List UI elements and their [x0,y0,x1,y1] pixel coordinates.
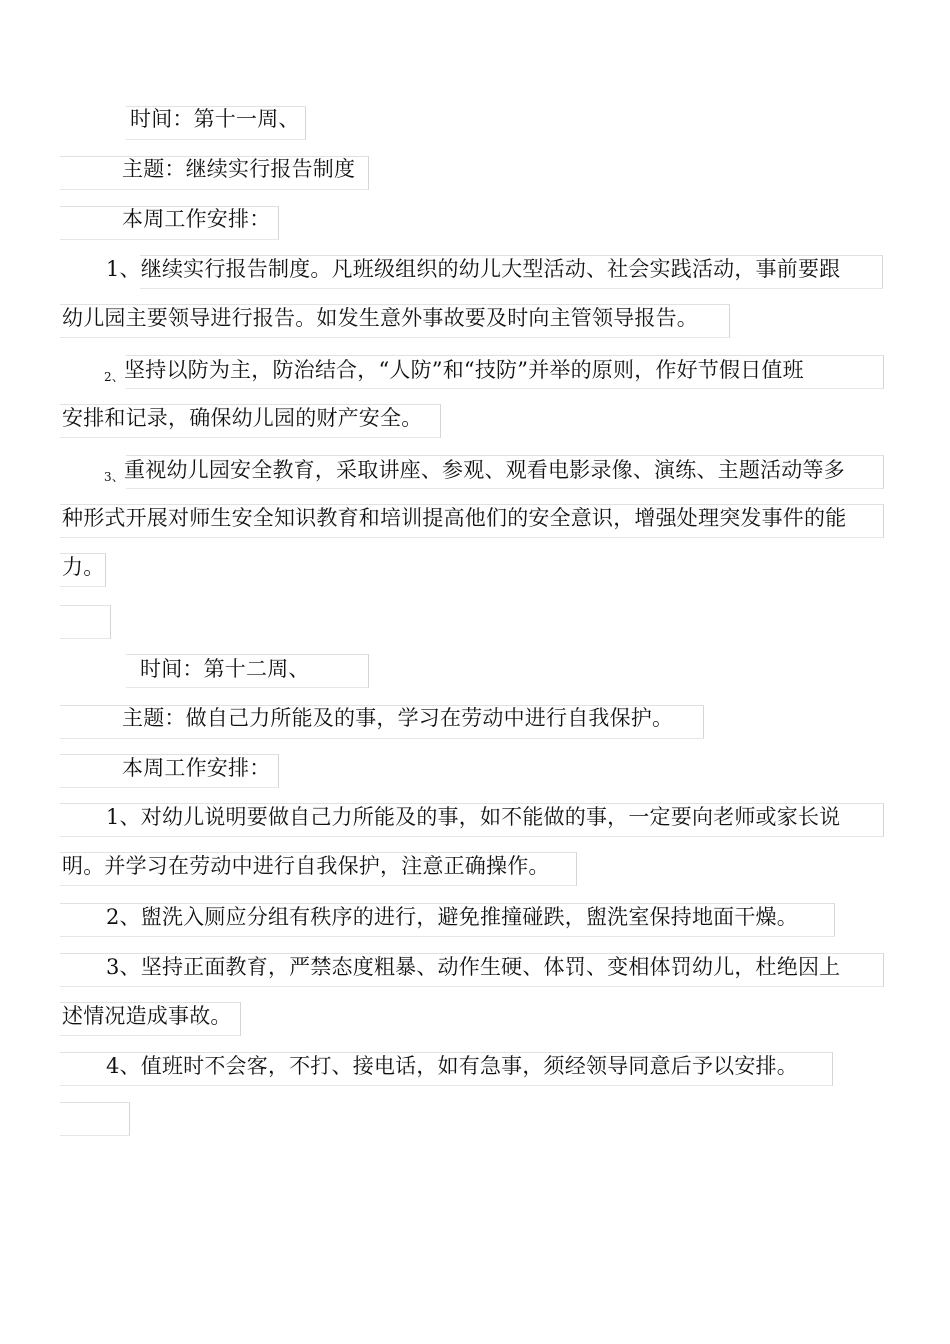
week11-item3-line3: 力。 [62,555,105,579]
week11-item2-line2: 安排和记录，确保幼儿园的财产安全。 [62,406,423,430]
week12-theme: 主题：做自己力所能及的事，学习在劳动中进行自我保护。 [122,706,674,730]
week11-item1-line2: 幼儿园主要领导进行报告。如发生意外事故要及时向主管领导报告。 [62,306,698,330]
week11-theme: 主题：继续实行报告制度 [122,157,356,181]
week11-item3-line2: 种形式开展对师生安全知识教育和培训提高他们的安全意识，增强处理突发事件的能 [62,506,847,530]
week11-time: 时间：第十一周、 [130,107,300,131]
week11-arrangement-title: 本周工作安排： [122,207,271,231]
week11-item3-text: 重视幼儿园安全教育，采取讲座、参观、观看电影录像、演练、主题活动等多 [124,458,845,482]
line-box [60,1102,130,1136]
week11-item1-line1: 1、继续实行报告制度。凡班级组织的幼儿大型活动、社会实践活动，事前要跟 [106,257,841,281]
week12-item1-line1: 1、对幼儿说明要做自己力所能及的事，如不能做的事，一定要向老师或家长说 [106,805,841,829]
week12-item3-line2: 述情况造成事故。 [62,1004,232,1028]
week12-item2-line1: 2、盥洗入厕应分组有秩序的进行，避免推撞碰跌，盥洗室保持地面干燥。 [106,905,798,929]
week11-item2-text: 坚持以防为主，防治结合，“人防”和“技防”并举的原则，作好节假日值班 [124,358,804,382]
line-box [60,605,111,639]
week12-arrangement-title: 本周工作安排： [122,756,271,780]
week11-item2-line1 [104,355,804,392]
week12-item4-line1: 4、值班时不会客，不打、接电话，如有急事，须经领导同意后予以安排。 [106,1054,798,1078]
week11-item2-number: 2、 [104,370,125,384]
week12-item1-line2: 明。并学习在劳动中进行自我保护，注意正确操作。 [62,854,550,878]
week11-item3-number: 3、 [104,470,125,484]
week12-time: 时间：第十二周、 [140,657,310,681]
week12-item3-line1: 3、坚持正面教育，严禁态度粗暴、动作生硬、体罚、变相体罚幼儿，杜绝因上 [106,955,841,979]
week11-item3-line1 [104,455,845,492]
